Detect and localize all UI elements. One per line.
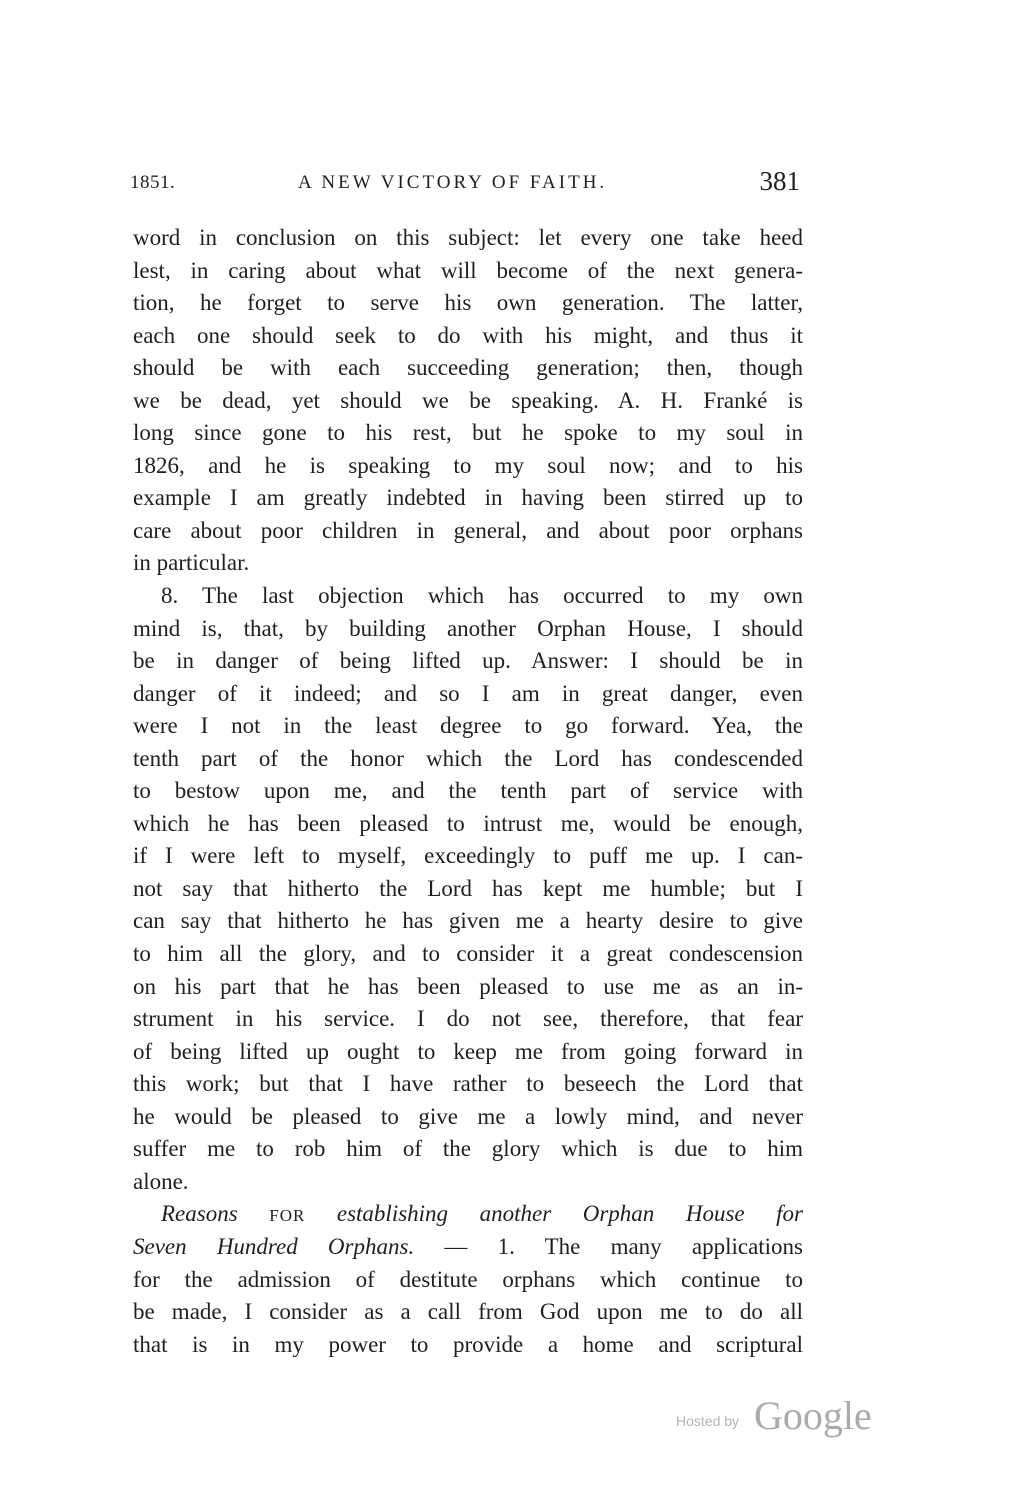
- seven-hundred-orphans: Seven Hundred Orphans.: [133, 1233, 415, 1259]
- text-line: word in conclusion on this subject: let every one take heed: [133, 225, 803, 250]
- text-line: for the admission of destitute orphans which continue to: [133, 1266, 803, 1292]
- text-line: 1826, and he is speaking to my soul now; and to his: [133, 452, 803, 478]
- text-line: tion, he forget to serve his own generation. The latter,: [133, 290, 803, 316]
- text-line: if I were left to myself, exceedingly to puff me up. I can-: [133, 843, 803, 869]
- reasons-word: Reasons: [161, 1201, 238, 1227]
- running-title: A NEW VICTORY OF FAITH.: [298, 172, 608, 193]
- hosted-by-label: Hosted by: [676, 1413, 740, 1429]
- page-header: [130, 166, 800, 196]
- header-year: 1851.: [130, 172, 176, 193]
- text-line: which he has been pleased to intrust me, would be enough,: [133, 810, 803, 836]
- page-number: 381: [759, 166, 800, 196]
- reasons-heading-line: [133, 1198, 803, 1231]
- text-line: should be with each succeeding generation; then, though: [133, 355, 803, 381]
- text-line: to him all the glory, and to consider it a great condescension: [133, 941, 803, 967]
- for-smallcaps: FOR: [269, 1206, 306, 1226]
- text-line: each one should seek to do with his might, and thus it: [133, 322, 803, 348]
- text-line: danger of it indeed; and so I am in great danger, even: [133, 680, 803, 706]
- text-line: example I am greatly indebted in having been stirred up to: [133, 485, 803, 511]
- text-line: on his part that he has been pleased to use me as an in-: [133, 973, 803, 999]
- body-text: [133, 222, 803, 1361]
- reasons-heading-rest: establishing another Orphan House for: [336, 1201, 804, 1227]
- text-line: he would be pleased to give me a lowly mind, and never: [133, 1103, 803, 1129]
- text-line: suffer me to rob him of the glory which is due to him: [133, 1136, 803, 1162]
- text-line: alone.: [133, 1168, 189, 1194]
- reasons-second-line-rest: — 1. The many applications: [444, 1233, 804, 1259]
- text-line: be in danger of being lifted up. Answer: I should be in: [133, 648, 803, 674]
- text-line: lest, in caring about what will become of the next genera-: [133, 257, 803, 283]
- text-line: can say that hitherto he has given me a hearty desire to give: [133, 908, 803, 934]
- text-line: 8. The last objection which has occurred to my own: [161, 583, 803, 609]
- text-line: we be dead, yet should we be speaking. A. H. Franké is: [133, 387, 803, 413]
- text-line: to bestow upon me, and the tenth part of service with: [133, 778, 803, 804]
- text-line: mind is, that, by building another Orphan House, I should: [133, 615, 803, 641]
- hosted-by-google-watermark: [676, 1394, 886, 1444]
- text-line: not say that hitherto the Lord has kept me humble; but I: [133, 875, 803, 901]
- text-line: care about poor children in general, and about poor orphans: [133, 517, 803, 543]
- text-line: were I not in the least degree to go forward. Yea, the: [133, 713, 803, 739]
- google-logo: Google: [754, 1393, 872, 1438]
- text-line: this work; but that I have rather to beseech the Lord that: [133, 1071, 803, 1097]
- text-line: that is in my power to provide a home and scriptural: [133, 1331, 803, 1357]
- text-line: strument in his service. I do not see, therefore, that fear: [133, 1006, 803, 1032]
- text-line: be made, I consider as a call from God upon me to do all: [133, 1299, 803, 1325]
- text-line: long since gone to his rest, but he spoke to my soul in: [133, 420, 803, 446]
- reasons-second-line: [133, 1231, 803, 1264]
- text-line: of being lifted up ought to keep me from going forward in: [133, 1038, 803, 1064]
- text-line: tenth part of the honor which the Lord has condescended: [133, 745, 803, 771]
- text-line: in particular.: [133, 550, 250, 576]
